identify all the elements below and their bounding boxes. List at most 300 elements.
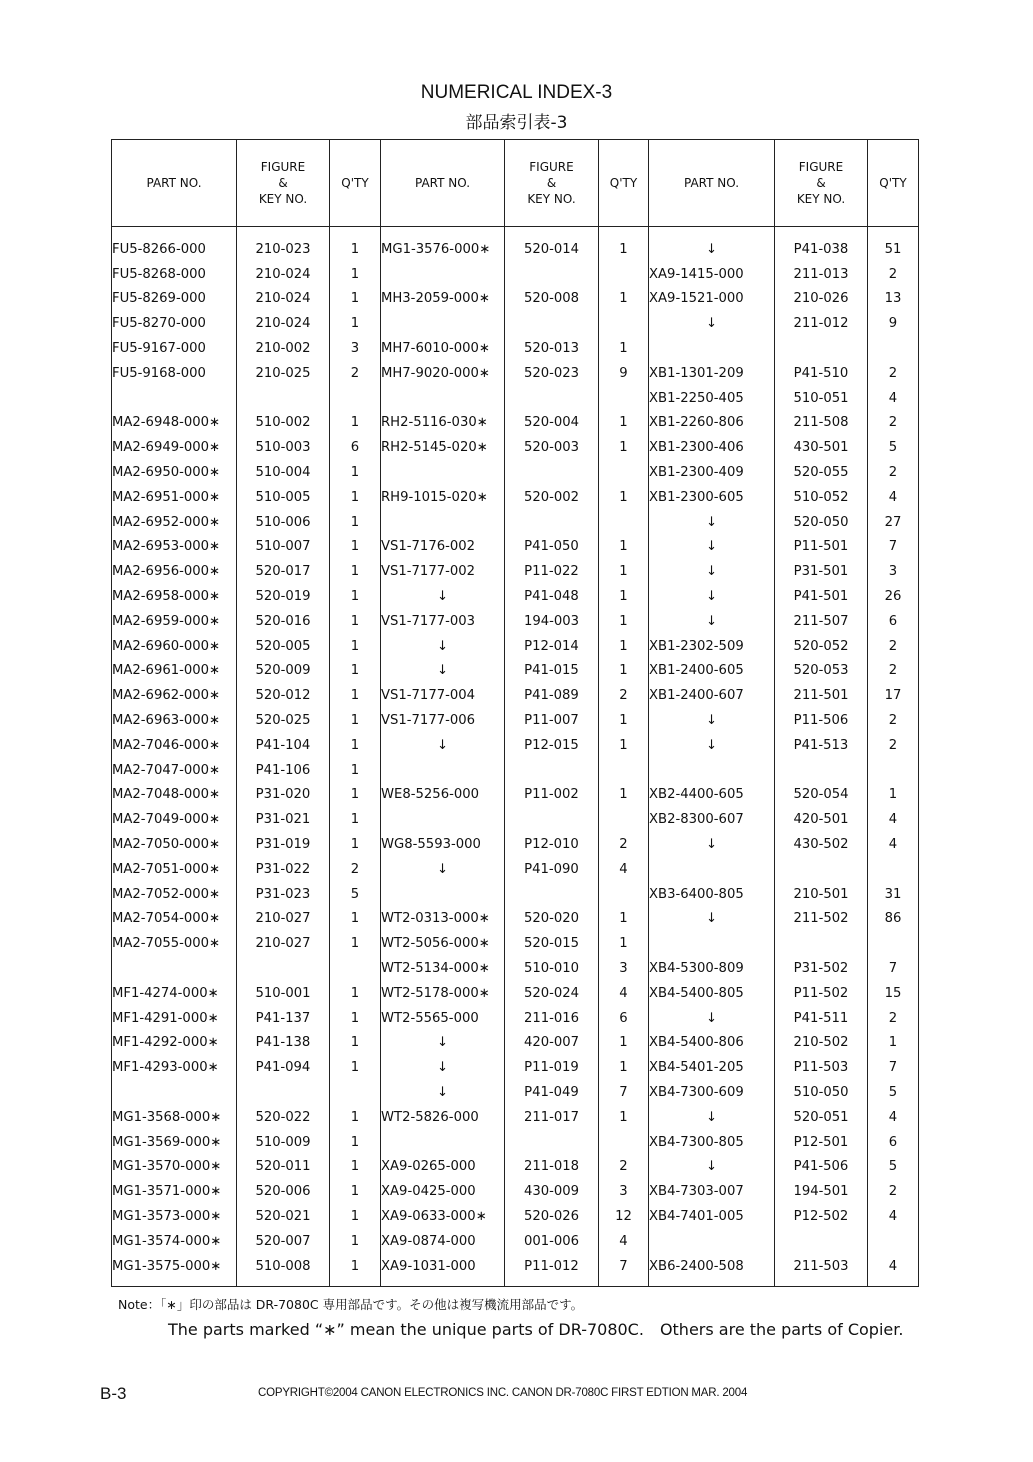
cell-qty: 6	[599, 1006, 649, 1031]
table-row	[112, 262, 919, 287]
cell-qty: 4	[868, 485, 919, 510]
cell-figure-key-no: P31-021	[237, 807, 330, 832]
cell-part-no: XA9-0874-000	[381, 1229, 505, 1254]
cell-figure-key-no: 510-004	[237, 460, 330, 485]
table-row	[112, 882, 919, 907]
cell-qty: 1	[330, 708, 381, 733]
cell-part-no: WG8-5593-000	[381, 832, 505, 857]
cell-part-no: MF1-4274-000∗	[112, 981, 237, 1006]
cell-part-no: MA2-6958-000∗	[112, 584, 237, 609]
table-row	[112, 411, 919, 436]
cell-figure-key-no: 420-501	[775, 807, 868, 832]
cell-qty: 1	[599, 584, 649, 609]
table-row	[112, 783, 919, 808]
cell-part-no: XB4-7401-005	[649, 1204, 775, 1229]
cell-figure-key-no: P11-007	[505, 708, 599, 733]
cell-figure-key-no: P41-511	[775, 1006, 868, 1031]
cell-qty: 6	[868, 609, 919, 634]
cell-qty: 86	[868, 907, 919, 932]
cell-part-no: MA2-6951-000∗	[112, 485, 237, 510]
cell-qty: 1	[330, 1006, 381, 1031]
cell-part-no: FU5-9168-000	[112, 361, 237, 386]
cell-qty	[868, 857, 919, 882]
cell-figure-key-no: 211-017	[505, 1105, 599, 1130]
cell-qty: 1	[599, 634, 649, 659]
cell-qty: 7	[599, 1254, 649, 1279]
cell-figure-key-no: P11-019	[505, 1055, 599, 1080]
cell-qty: 1	[599, 659, 649, 684]
cell-figure-key-no: 520-054	[775, 783, 868, 808]
cell-part-no: ↓	[381, 1055, 505, 1080]
cell-figure-key-no: 520-052	[775, 634, 868, 659]
cell-qty: 1	[330, 411, 381, 436]
cell-qty: 1	[330, 262, 381, 287]
cell-figure-key-no: 520-021	[237, 1204, 330, 1229]
cell-figure-key-no	[775, 336, 868, 361]
cell-figure-key-no: P41-106	[237, 758, 330, 783]
table-row	[112, 1254, 919, 1279]
table-row	[112, 832, 919, 857]
cell-figure-key-no: 520-005	[237, 634, 330, 659]
header-qty: Q'TY	[868, 140, 919, 227]
cell-part-no: MA2-6948-000∗	[112, 411, 237, 436]
cell-figure-key-no: 420-007	[505, 1031, 599, 1056]
cell-qty: 1	[330, 807, 381, 832]
cell-part-no: ↓	[649, 832, 775, 857]
table-spacer	[112, 227, 919, 238]
table-row	[112, 237, 919, 262]
cell-qty: 1	[330, 783, 381, 808]
table-row	[112, 559, 919, 584]
cell-part-no	[381, 386, 505, 411]
cell-qty: 1	[330, 287, 381, 312]
cell-figure-key-no: P12-015	[505, 733, 599, 758]
table-row	[112, 609, 919, 634]
cell-qty: 1	[330, 931, 381, 956]
cell-figure-key-no: 520-004	[505, 411, 599, 436]
cell-part-no: ↓	[381, 1080, 505, 1105]
cell-part-no: XB6-2400-508	[649, 1254, 775, 1279]
header-part-no: PART NO.	[112, 140, 237, 227]
cell-part-no	[649, 931, 775, 956]
cell-figure-key-no: 520-055	[775, 460, 868, 485]
cell-qty: 1	[599, 733, 649, 758]
cell-qty: 1	[330, 311, 381, 336]
cell-qty: 1	[330, 485, 381, 510]
cell-qty: 2	[330, 857, 381, 882]
cell-figure-key-no: 510-006	[237, 510, 330, 535]
cell-part-no: ↓	[649, 708, 775, 733]
cell-part-no: MA2-6963-000∗	[112, 708, 237, 733]
cell-part-no	[381, 807, 505, 832]
cell-qty: 15	[868, 981, 919, 1006]
cell-qty: 7	[868, 535, 919, 560]
cell-part-no: WT2-5178-000∗	[381, 981, 505, 1006]
cell-figure-key-no: 210-023	[237, 237, 330, 262]
cell-figure-key-no	[505, 262, 599, 287]
cell-qty: 7	[599, 1080, 649, 1105]
cell-figure-key-no: 210-002	[237, 336, 330, 361]
cell-part-no: MA2-6961-000∗	[112, 659, 237, 684]
cell-qty: 1	[599, 609, 649, 634]
cell-figure-key-no: P11-501	[775, 535, 868, 560]
cell-qty: 2	[868, 1006, 919, 1031]
cell-part-no: FU5-8266-000	[112, 237, 237, 262]
cell-part-no: XB4-7300-805	[649, 1130, 775, 1155]
cell-qty: 4	[868, 807, 919, 832]
cell-part-no: MA2-6949-000∗	[112, 435, 237, 460]
cell-part-no	[381, 311, 505, 336]
cell-part-no: XB2-8300-607	[649, 807, 775, 832]
cell-qty: 5	[868, 435, 919, 460]
cell-figure-key-no: 210-026	[775, 287, 868, 312]
cell-qty: 1	[330, 758, 381, 783]
cell-part-no	[381, 882, 505, 907]
cell-qty: 1	[330, 1031, 381, 1056]
cell-figure-key-no: P41-038	[775, 237, 868, 262]
table-row	[112, 857, 919, 882]
cell-qty: 4	[599, 1229, 649, 1254]
cell-part-no: ↓	[381, 1031, 505, 1056]
cell-qty	[599, 882, 649, 907]
cell-qty	[599, 1130, 649, 1155]
cell-part-no: XB1-2300-409	[649, 460, 775, 485]
cell-figure-key-no: 520-006	[237, 1179, 330, 1204]
cell-figure-key-no	[775, 857, 868, 882]
table-row	[112, 981, 919, 1006]
cell-part-no: XB1-1301-209	[649, 361, 775, 386]
cell-part-no	[381, 758, 505, 783]
cell-qty: 1	[599, 1055, 649, 1080]
cell-figure-key-no: P41-050	[505, 535, 599, 560]
cell-figure-key-no: P41-501	[775, 584, 868, 609]
cell-part-no: MF1-4291-000∗	[112, 1006, 237, 1031]
cell-part-no: ↓	[649, 1006, 775, 1031]
cell-qty: 2	[868, 708, 919, 733]
cell-part-no: ↓	[649, 609, 775, 634]
cell-figure-key-no: 520-017	[237, 559, 330, 584]
cell-figure-key-no: P41-094	[237, 1055, 330, 1080]
cell-figure-key-no	[237, 386, 330, 411]
cell-qty: 2	[330, 361, 381, 386]
cell-qty: 1	[330, 535, 381, 560]
cell-qty: 2	[868, 659, 919, 684]
cell-part-no: XB4-5400-806	[649, 1031, 775, 1056]
cell-qty: 2	[868, 361, 919, 386]
cell-qty: 1	[330, 584, 381, 609]
note-english: The parts marked “∗” mean the unique parts of DR-7080C. Others are the parts of Copier.	[168, 1320, 904, 1339]
cell-qty	[599, 386, 649, 411]
cell-figure-key-no: P11-506	[775, 708, 868, 733]
cell-figure-key-no: 430-009	[505, 1179, 599, 1204]
cell-qty: 4	[868, 832, 919, 857]
cell-part-no: XB1-2300-605	[649, 485, 775, 510]
cell-qty: 1	[599, 559, 649, 584]
table-row	[112, 1105, 919, 1130]
cell-figure-key-no: 211-501	[775, 683, 868, 708]
cell-figure-key-no: P31-020	[237, 783, 330, 808]
cell-figure-key-no: 510-010	[505, 956, 599, 981]
header-part-no: PART NO.	[381, 140, 505, 227]
cell-part-no: MF1-4292-000∗	[112, 1031, 237, 1056]
cell-qty	[599, 807, 649, 832]
cell-qty	[868, 336, 919, 361]
cell-figure-key-no: P12-502	[775, 1204, 868, 1229]
cell-part-no: ↓	[649, 559, 775, 584]
cell-qty: 13	[868, 287, 919, 312]
cell-figure-key-no	[505, 460, 599, 485]
cell-figure-key-no: P31-023	[237, 882, 330, 907]
header-qty: Q'TY	[330, 140, 381, 227]
cell-figure-key-no: 520-008	[505, 287, 599, 312]
cell-figure-key-no: P41-513	[775, 733, 868, 758]
cell-figure-key-no: 520-053	[775, 659, 868, 684]
cell-part-no: ↓	[381, 584, 505, 609]
table-row	[112, 287, 919, 312]
cell-figure-key-no: 194-501	[775, 1179, 868, 1204]
cell-figure-key-no: P41-506	[775, 1154, 868, 1179]
cell-qty: 26	[868, 584, 919, 609]
copyright-footer: COPYRIGHT©2004 CANON ELECTRONICS INC. CANON DR-7080C FIRST EDTION MAR. 2004	[258, 1387, 748, 1399]
cell-qty: 1	[599, 485, 649, 510]
cell-part-no: WT2-5826-000	[381, 1105, 505, 1130]
table-row	[112, 1229, 919, 1254]
cell-qty: 1	[330, 1204, 381, 1229]
cell-figure-key-no: 510-003	[237, 435, 330, 460]
table-row	[112, 634, 919, 659]
cell-figure-key-no: P31-019	[237, 832, 330, 857]
cell-figure-key-no: P11-502	[775, 981, 868, 1006]
cell-qty	[599, 262, 649, 287]
cell-qty: 9	[599, 361, 649, 386]
cell-qty: 6	[330, 435, 381, 460]
cell-figure-key-no: P41-138	[237, 1031, 330, 1056]
cell-figure-key-no	[505, 311, 599, 336]
cell-part-no: MA2-7047-000∗	[112, 758, 237, 783]
cell-qty: 2	[868, 1179, 919, 1204]
cell-qty	[599, 758, 649, 783]
header-qty: Q'TY	[599, 140, 649, 227]
cell-part-no	[112, 956, 237, 981]
cell-qty: 1	[330, 659, 381, 684]
cell-part-no: XA9-0633-000∗	[381, 1204, 505, 1229]
cell-part-no: MA2-7051-000∗	[112, 857, 237, 882]
cell-figure-key-no: 210-501	[775, 882, 868, 907]
cell-part-no: ↓	[649, 237, 775, 262]
cell-qty: 4	[599, 857, 649, 882]
cell-qty: 1	[599, 1031, 649, 1056]
cell-figure-key-no: 510-009	[237, 1130, 330, 1155]
cell-qty: 1	[330, 510, 381, 535]
cell-qty: 7	[868, 956, 919, 981]
table-row	[112, 733, 919, 758]
cell-qty: 1	[599, 435, 649, 460]
table-row	[112, 659, 919, 684]
header-figure-key-no: FIGURE & KEY NO.	[775, 140, 868, 227]
cell-figure-key-no: 510-005	[237, 485, 330, 510]
table-row	[112, 510, 919, 535]
header-part-no: PART NO.	[649, 140, 775, 227]
table-row	[112, 460, 919, 485]
table-body	[112, 227, 919, 1287]
cell-qty: 1	[330, 981, 381, 1006]
cell-qty: 2	[868, 411, 919, 436]
cell-part-no: VS1-7176-002	[381, 535, 505, 560]
cell-part-no: XB4-5300-809	[649, 956, 775, 981]
cell-part-no: ↓	[381, 634, 505, 659]
table-row	[112, 1154, 919, 1179]
cell-qty: 1	[330, 1055, 381, 1080]
cell-figure-key-no: 520-051	[775, 1105, 868, 1130]
cell-figure-key-no: 520-016	[237, 609, 330, 634]
cell-part-no: ↓	[649, 907, 775, 932]
cell-qty: 12	[599, 1204, 649, 1229]
cell-figure-key-no: 520-003	[505, 435, 599, 460]
cell-part-no: XA9-1031-000	[381, 1254, 505, 1279]
cell-figure-key-no: 510-001	[237, 981, 330, 1006]
cell-qty: 1	[599, 535, 649, 560]
cell-qty: 4	[868, 1254, 919, 1279]
cell-part-no: WT2-5565-000	[381, 1006, 505, 1031]
cell-part-no	[112, 1080, 237, 1105]
table-row	[112, 336, 919, 361]
cell-part-no: MA2-6950-000∗	[112, 460, 237, 485]
cell-part-no: XB4-7303-007	[649, 1179, 775, 1204]
cell-part-no: MA2-6962-000∗	[112, 683, 237, 708]
cell-part-no: MA2-6953-000∗	[112, 535, 237, 560]
cell-figure-key-no: 211-012	[775, 311, 868, 336]
cell-part-no: MA2-7050-000∗	[112, 832, 237, 857]
cell-figure-key-no: 520-026	[505, 1204, 599, 1229]
cell-qty: 1	[599, 907, 649, 932]
cell-part-no: ↓	[649, 1105, 775, 1130]
cell-qty: 3	[868, 559, 919, 584]
cell-qty: 2	[599, 832, 649, 857]
cell-part-no: MA2-7049-000∗	[112, 807, 237, 832]
table-row	[112, 1006, 919, 1031]
cell-qty: 1	[330, 907, 381, 932]
cell-qty	[330, 386, 381, 411]
cell-figure-key-no	[505, 807, 599, 832]
cell-part-no: XB1-2302-509	[649, 634, 775, 659]
cell-part-no: MA2-6960-000∗	[112, 634, 237, 659]
cell-figure-key-no: 520-014	[505, 237, 599, 262]
cell-figure-key-no: 211-018	[505, 1154, 599, 1179]
cell-part-no: ↓	[649, 1154, 775, 1179]
table-row	[112, 311, 919, 336]
table-row	[112, 535, 919, 560]
cell-part-no: XB1-2260-806	[649, 411, 775, 436]
cell-part-no: XA9-0425-000	[381, 1179, 505, 1204]
cell-figure-key-no: 520-025	[237, 708, 330, 733]
cell-figure-key-no	[237, 956, 330, 981]
cell-part-no	[649, 1229, 775, 1254]
cell-part-no: XB1-2400-605	[649, 659, 775, 684]
table-row	[112, 361, 919, 386]
cell-part-no: XB1-2300-406	[649, 435, 775, 460]
cell-qty: 5	[868, 1154, 919, 1179]
cell-figure-key-no	[237, 1080, 330, 1105]
cell-part-no: VS1-7177-006	[381, 708, 505, 733]
cell-part-no: MH3-2059-000∗	[381, 287, 505, 312]
cell-qty	[868, 931, 919, 956]
cell-part-no: XA9-0265-000	[381, 1154, 505, 1179]
cell-part-no: MG1-3571-000∗	[112, 1179, 237, 1204]
cell-part-no: WT2-5134-000∗	[381, 956, 505, 981]
cell-part-no: RH2-5145-020∗	[381, 435, 505, 460]
cell-qty: 3	[599, 1179, 649, 1204]
cell-qty	[599, 510, 649, 535]
cell-figure-key-no	[775, 1229, 868, 1254]
cell-figure-key-no: P31-022	[237, 857, 330, 882]
cell-part-no: FU5-8269-000	[112, 287, 237, 312]
table-row	[112, 584, 919, 609]
cell-figure-key-no: 520-020	[505, 907, 599, 932]
cell-qty: 1	[599, 237, 649, 262]
cell-figure-key-no: 520-007	[237, 1229, 330, 1254]
cell-part-no	[112, 386, 237, 411]
cell-qty: 2	[599, 1154, 649, 1179]
cell-qty: 1	[868, 783, 919, 808]
cell-part-no: MG1-3570-000∗	[112, 1154, 237, 1179]
cell-figure-key-no: 210-502	[775, 1031, 868, 1056]
cell-figure-key-no: 210-025	[237, 361, 330, 386]
cell-part-no: ↓	[649, 510, 775, 535]
table-row	[112, 931, 919, 956]
cell-qty: 1	[330, 733, 381, 758]
table-row	[112, 708, 919, 733]
cell-part-no: MG1-3575-000∗	[112, 1254, 237, 1279]
page-number: B-3	[100, 1384, 127, 1403]
cell-part-no: FU5-8268-000	[112, 262, 237, 287]
cell-qty: 4	[868, 386, 919, 411]
numerical-index-table	[111, 139, 919, 1287]
table-row	[112, 907, 919, 932]
cell-qty: 1	[599, 287, 649, 312]
table-row	[112, 1080, 919, 1105]
cell-part-no: ↓	[649, 311, 775, 336]
cell-qty: 1	[330, 1105, 381, 1130]
cell-qty: 4	[868, 1105, 919, 1130]
cell-qty: 27	[868, 510, 919, 535]
cell-figure-key-no: 211-016	[505, 1006, 599, 1031]
cell-qty	[868, 758, 919, 783]
cell-figure-key-no: 520-019	[237, 584, 330, 609]
cell-figure-key-no	[775, 931, 868, 956]
cell-figure-key-no: P41-049	[505, 1080, 599, 1105]
table-spacer	[112, 1278, 919, 1287]
cell-figure-key-no: P12-014	[505, 634, 599, 659]
cell-figure-key-no: P41-015	[505, 659, 599, 684]
cell-part-no: WE8-5256-000	[381, 783, 505, 808]
table-row	[112, 485, 919, 510]
cell-qty: 3	[330, 336, 381, 361]
cell-qty: 1	[330, 634, 381, 659]
cell-qty: 1	[330, 237, 381, 262]
cell-qty: 1	[599, 411, 649, 436]
cell-qty: 4	[599, 981, 649, 1006]
page-title-japanese: 部品索引表-3	[465, 113, 568, 133]
cell-figure-key-no: P12-010	[505, 832, 599, 857]
cell-part-no: ↓	[649, 584, 775, 609]
cell-qty	[599, 460, 649, 485]
cell-qty: 1	[330, 460, 381, 485]
cell-qty: 1	[868, 1031, 919, 1056]
cell-figure-key-no: 520-024	[505, 981, 599, 1006]
cell-part-no: XB3-6400-805	[649, 882, 775, 907]
cell-figure-key-no: 520-002	[505, 485, 599, 510]
cell-qty: 1	[330, 1229, 381, 1254]
